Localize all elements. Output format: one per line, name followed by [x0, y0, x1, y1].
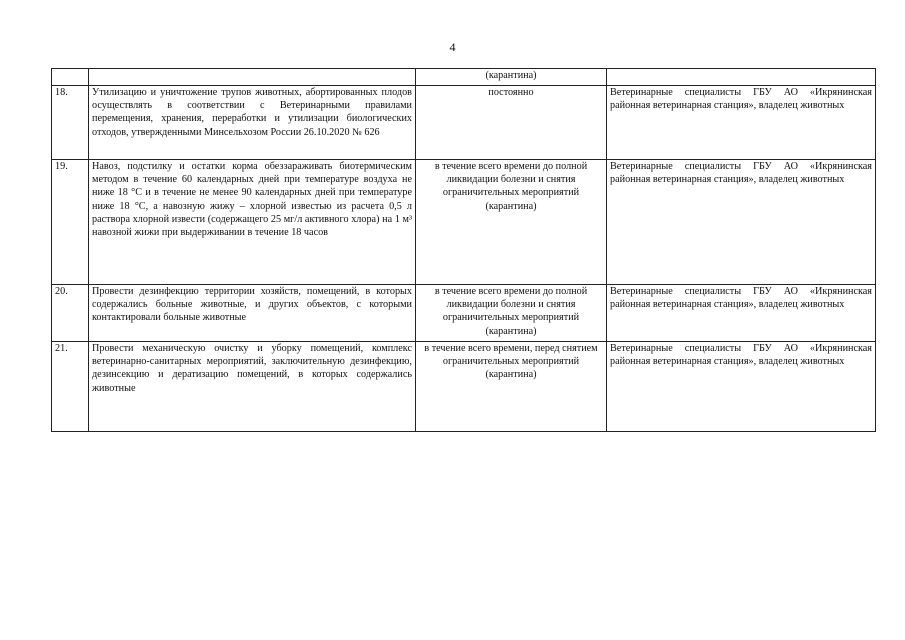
- row-number-cell: [52, 69, 89, 86]
- table-row: [52, 160, 876, 285]
- responsible-text: Ветеринарные специалисты ГБУ АО «Икрянинская районная ветеринарная станция», владелец животных: [610, 343, 872, 368]
- responsible-cell: [607, 342, 876, 432]
- measures-table: [51, 68, 876, 432]
- table-row: [52, 285, 876, 342]
- row-number: 20.: [55, 286, 68, 297]
- action-cell: [89, 160, 416, 285]
- timing-text: постоянно: [488, 87, 534, 98]
- row-number-cell: [52, 160, 89, 285]
- responsible-cell: [607, 160, 876, 285]
- table-row: [52, 86, 876, 160]
- responsible-cell: [607, 86, 876, 160]
- row-number: 18.: [55, 87, 68, 98]
- row-number-cell: [52, 285, 89, 342]
- action-cell: [89, 285, 416, 342]
- timing-cell: [416, 69, 607, 86]
- timing-text: в течение всего времени до полной ликвидации болезни и снятия ограничительных мероприятий (карантина): [434, 286, 588, 337]
- timing-cell: [416, 86, 607, 160]
- action-text: Утилизацию и уничтожение трупов животных, абортированных плодов осуществлять в соответствии с Ветеринарными правилами перемещения, хранения, переработки и утилизации биологических отходов, утвержденными Минсельхозом России 26.10.2020 № 626: [92, 87, 412, 138]
- responsible-text: Ветеринарные специалисты ГБУ АО «Икрянинская районная ветеринарная станция», владелец животных: [610, 161, 872, 186]
- timing-cell: [416, 342, 607, 432]
- row-number-cell: [52, 86, 89, 160]
- action-cell: [89, 342, 416, 432]
- row-number: 19.: [55, 161, 68, 172]
- timing-text: в течение всего времени до полной ликвидации болезни и снятия ограничительных мероприятий (карантина): [434, 161, 588, 212]
- row-number-cell: [52, 342, 89, 432]
- timing-cell: [416, 160, 607, 285]
- responsible-text: Ветеринарные специалисты ГБУ АО «Икрянинская районная ветеринарная станция», владелец животных: [610, 87, 872, 112]
- row-number: 21.: [55, 343, 68, 354]
- page-number: 4: [449, 40, 456, 54]
- table-row-continuation: [52, 69, 876, 86]
- timing-cell: [416, 285, 607, 342]
- action-cell: [89, 69, 416, 86]
- responsible-cell: [607, 69, 876, 86]
- timing-text: в течение всего времени, перед снятием ограничительных мероприятий (карантина): [424, 343, 598, 381]
- action-cell: [89, 86, 416, 160]
- table-row: [52, 342, 876, 432]
- responsible-text: Ветеринарные специалисты ГБУ АО «Икрянинская районная ветеринарная станция», владелец животных: [610, 286, 872, 311]
- timing-text: (карантина): [485, 70, 537, 81]
- action-text: Провести дезинфекцию территории хозяйств, помещений, в которых содержались больные животные, и других объектов, с которыми контактировали больные животные: [92, 286, 412, 324]
- action-text: Провести механическую очистку и уборку помещений, комплекс ветеринарно-санитарных мероприятий, заключительную дезинфекцию, дезинсекцию и дератизацию помещений, в которых содержались животные: [92, 343, 412, 394]
- responsible-cell: [607, 285, 876, 342]
- action-text: Навоз, подстилку и остатки корма обеззараживать биотермическим методом в течение 60 календарных дней при температуре воздуха не ниже 18 °С и в течение не менее 90 календарных дней при температуре ниже 18 °С, а навозную жижу – хлорной известью из расчета 0,5 л раствора хлорной извести (содержащего 25 мг/л активного хлора) на 1 м³ навозной жижи при выдерживании в течение 18 часов: [92, 161, 412, 239]
